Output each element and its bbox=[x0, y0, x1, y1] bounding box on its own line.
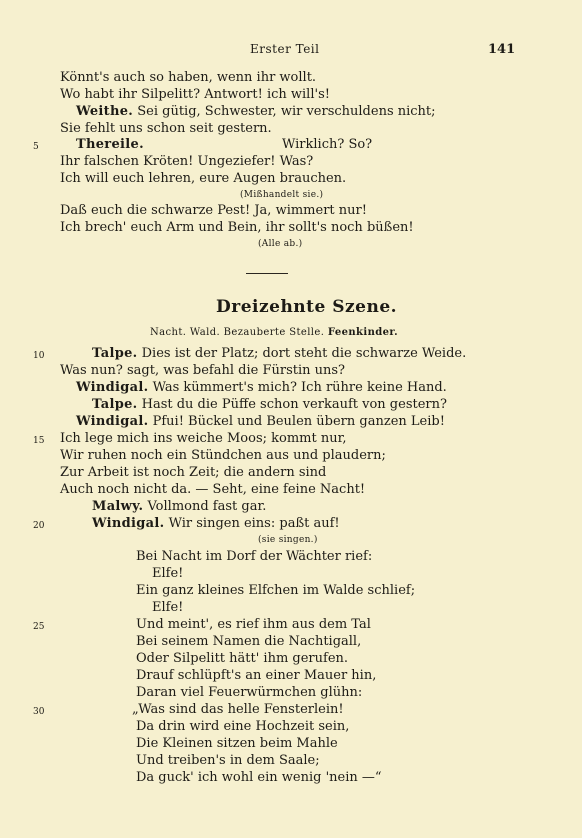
song-line: Oder Silpelitt hätt' ihm gerufen. bbox=[136, 651, 349, 666]
line-number: 10 bbox=[33, 351, 45, 361]
speaker-name: Thereile. bbox=[76, 137, 144, 152]
verse-line: Talpe. Hast du die Püffe schon verkauft von gestern? bbox=[92, 397, 447, 412]
running-head: Erster Teil bbox=[250, 42, 320, 56]
speaker-name: Talpe. bbox=[92, 397, 138, 412]
verse-line: Windigal. Pfui! Bückel und Beulen übern ganzen Leib! bbox=[76, 414, 445, 429]
verse-line: Könnt's auch so haben, wenn ihr wollt. bbox=[60, 70, 317, 85]
verse-line: Ihr falschen Kröten! Ungeziefer! Was? bbox=[60, 154, 314, 169]
speaker-name: Windigal. bbox=[76, 414, 149, 429]
verse-line: Talpe. Dies ist der Platz; dort steht die schwarze Weide. bbox=[92, 346, 467, 361]
verse-line: Ich brech' euch Arm und Bein, ihr sollt's noch büßen! bbox=[60, 220, 414, 235]
song-line: Drauf schlüpft's an einer Mauer hin, bbox=[136, 668, 377, 683]
speaker-name: Talpe. bbox=[92, 346, 138, 361]
song-line: Bei Nacht im Dorf der Wächter rief: bbox=[136, 549, 373, 564]
song-line: Da drin wird eine Hochzeit sein, bbox=[136, 719, 350, 734]
stage-direction: (sie singen.) bbox=[258, 535, 318, 545]
verse-line: Ich will euch lehren, eure Augen brauchen. bbox=[60, 171, 347, 186]
song-line: Ein ganz kleines Elfchen im Walde schlief; bbox=[136, 583, 416, 598]
page-number: 141 bbox=[488, 42, 516, 57]
song-line: Und meint', es rief ihm aus dem Tal bbox=[136, 617, 371, 632]
line-number: 5 bbox=[33, 142, 39, 152]
song-line: Die Kleinen sitzen beim Mahle bbox=[136, 736, 338, 751]
line-number: 20 bbox=[33, 521, 45, 531]
verse-line: Weithe. Sei gütig, Schwester, wir verschuldens nicht; bbox=[76, 104, 436, 119]
song-line: „Was sind das helle Fensterlein! bbox=[132, 702, 344, 717]
verse-line: Thereile. Wirklich? So? bbox=[76, 137, 373, 152]
page-header bbox=[0, 42, 582, 58]
verse-line: Zur Arbeit ist noch Zeit; die andern sind bbox=[60, 465, 327, 480]
verse-line: Windigal. Wir singen eins: paßt auf! bbox=[92, 516, 340, 531]
stage-direction: (Mißhandelt sie.) bbox=[240, 190, 324, 200]
verse-line: Daß euch die schwarze Pest! Ja, wimmert nur! bbox=[60, 203, 367, 218]
song-line: Daran viel Feuerwürmchen glühn: bbox=[136, 685, 363, 700]
verse-line: Wo habt ihr Silpelitt? Antwort! ich will's! bbox=[60, 87, 330, 102]
line-number: 25 bbox=[33, 622, 45, 632]
section-divider bbox=[246, 273, 288, 274]
stage-direction: (Alle ab.) bbox=[258, 239, 303, 249]
verse-line: Ich lege mich ins weiche Moos; kommt nur, bbox=[60, 431, 347, 446]
speaker-name: Windigal. bbox=[92, 516, 165, 531]
speaker-name: Weithe. bbox=[76, 104, 134, 119]
verse-line: Malwy. Vollmond fast gar. bbox=[92, 499, 267, 514]
verse-line: Sie fehlt uns schon seit gestern. bbox=[60, 121, 272, 136]
song-line: Und treiben's in dem Saale; bbox=[136, 753, 320, 768]
speaker-name: Windigal. bbox=[76, 380, 149, 395]
verse-line: Was nun? sagt, was befahl die Fürstin uns? bbox=[60, 363, 346, 378]
song-line: Da guck' ich wohl ein wenig 'nein —“ bbox=[136, 770, 382, 785]
line-number: 30 bbox=[33, 707, 45, 717]
song-refrain: Elfe! bbox=[152, 600, 184, 615]
speaker-name: Malwy. bbox=[92, 499, 144, 514]
verse-line: Wir ruhen noch ein Stündchen aus und plaudern; bbox=[60, 448, 386, 463]
scene-title: Dreizehnte Szene. bbox=[216, 297, 398, 317]
song-line: Bei seinem Namen die Nachtigall, bbox=[136, 634, 362, 649]
song-refrain: Elfe! bbox=[152, 566, 184, 581]
verse-line: Windigal. Was kümmert's mich? Ich rühre keine Hand. bbox=[76, 380, 447, 395]
line-number: 15 bbox=[33, 436, 45, 446]
scene-setting: Nacht. Wald. Bezauberte Stelle. Feenkinder. bbox=[150, 327, 399, 338]
verse-line: Auch noch nicht da. — Seht, eine feine Nacht! bbox=[60, 482, 366, 497]
